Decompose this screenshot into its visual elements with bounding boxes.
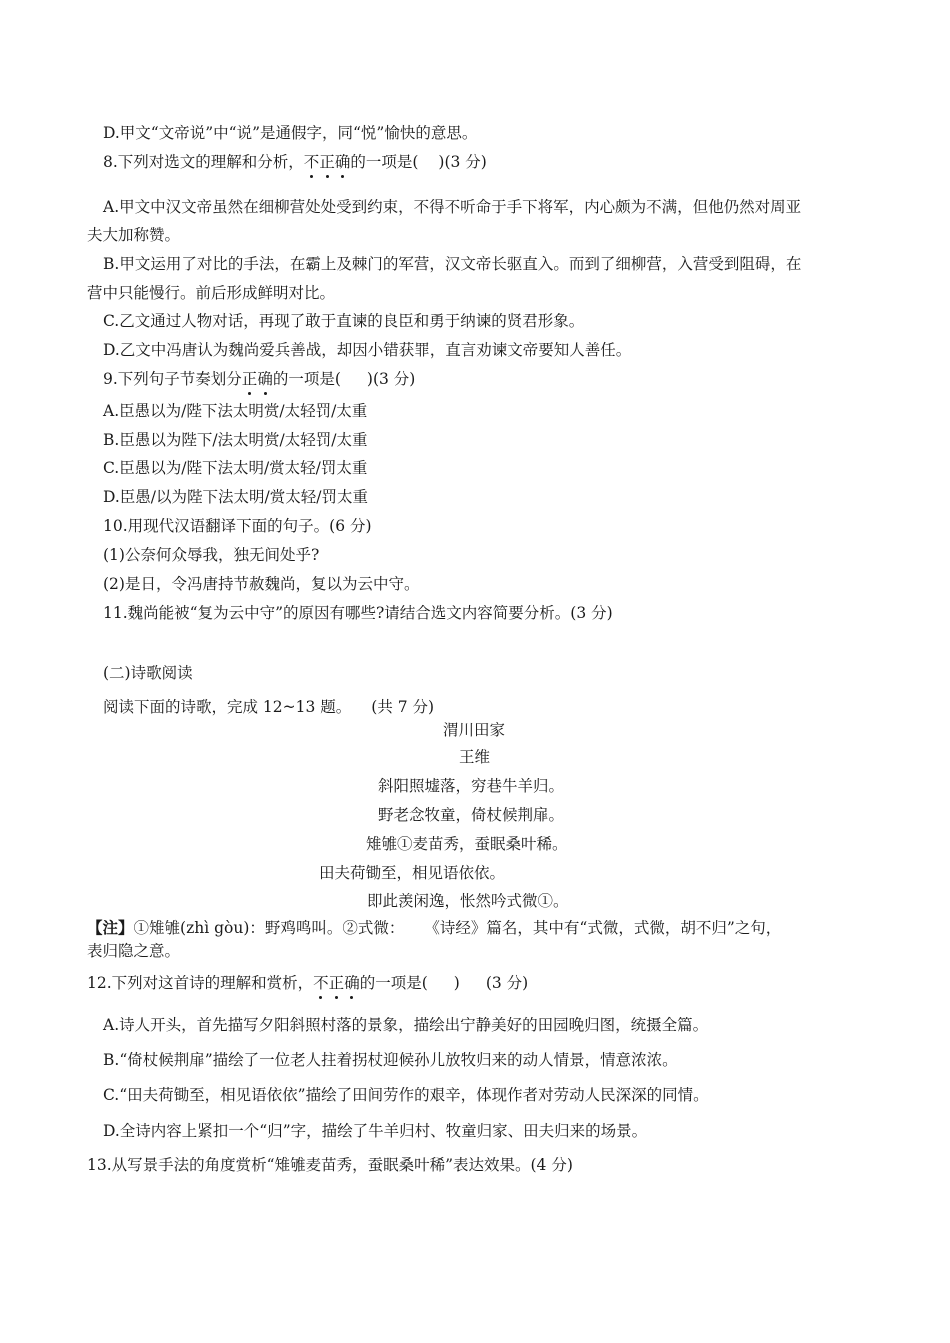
- poem-author: 王维: [459, 748, 491, 766]
- q12-emph-3: 确: [344, 974, 360, 992]
- q11-stem: 11.魏尚能被“复为云中守”的原因有哪些?请结合选文内容简要分析。(3 分): [103, 604, 613, 622]
- q9-option-a: A.臣愚以为/陛下法太明赏/太轻罚/太重: [103, 402, 368, 420]
- q8-option-b-line1: B.甲文运用了对比的手法，在霸上及棘门的军营，汉文帝长驱直入。而到了细柳营，入营受到阻碍，在: [103, 255, 802, 273]
- poem-note-label: 【注】: [87, 918, 134, 937]
- section-intro-text: 阅读下面的诗歌，完成 12~13 题。: [103, 698, 352, 716]
- q8-emph-3: 确: [334, 153, 351, 171]
- q12-stem-end: ): [453, 974, 460, 992]
- section-intro-score: (共 7 分): [371, 698, 435, 716]
- q9-stem-after: 的一项是(: [272, 370, 341, 388]
- q12-option-a: A.诗人开头，首先描写夕阳斜照村落的景象，描绘出宁静美好的田园晚归图，统摄全篇。: [103, 1016, 709, 1034]
- q9-stem-before: 9.下列句子节奏划分: [103, 370, 242, 388]
- poem-line-1: 斜阳照墟落，穷巷牛羊归。: [378, 777, 565, 795]
- poem-line-3: 雉雊①麦苗秀，蚕眠桑叶稀。: [366, 835, 568, 853]
- q12-emph-2: 正: [328, 974, 345, 992]
- q9-option-c: C.臣愚以为/陛下法太明/赏太轻/罚太重: [103, 459, 368, 477]
- poem-line-5: 即此羡闲逸，怅然吟式微①。: [367, 892, 569, 910]
- q8-option-d: D.乙文中冯唐认为魏尚爱兵善战，却因小错获罪，直言劝谏文帝要知人善任。: [103, 341, 632, 359]
- q12-stem-after: 的一项是(: [359, 974, 428, 992]
- q12-emph-1: 不: [313, 974, 329, 992]
- q9-option-b: B.臣愚以为陛下/法太明赏/太轻罚/太重: [103, 431, 368, 449]
- poem-line-4: 田夫荷锄至，相见语依依。: [319, 864, 506, 882]
- q12-stem-before: 12.下列对这首诗的理解和赏析，: [87, 974, 314, 992]
- q8-emph-2: 正: [319, 153, 335, 171]
- q8-option-c: C.乙文通过人物对话，再现了敢于直谏的良臣和勇于纳谏的贤君形象。: [103, 312, 585, 330]
- q9-stem-end: )(3 分): [366, 370, 416, 388]
- q8-stem-after: 的一项是(: [350, 153, 419, 171]
- q13-stem: 13.从写景手法的角度赏析“雉雊麦苗秀，蚕眠桑叶稀”表达效果。(4 分): [87, 1156, 573, 1174]
- section-intro: [103, 697, 434, 717]
- q8-stem-end: )(3 分): [438, 153, 487, 171]
- q8-stem: [103, 152, 487, 172]
- poem-note-a: ①雉雊(zhì gòu)：野鸡鸣叫。②式微：: [133, 919, 405, 937]
- q12-option-b: B.“倚杖候荆扉”描绘了一位老人拄着拐杖迎候孙儿放牧归来的动人情景，情意浓浓。: [103, 1051, 678, 1069]
- poem-title: 渭川田家: [443, 721, 506, 739]
- q8-option-b-line2: 营中只能慢行。前后形成鲜明对比。: [87, 284, 336, 302]
- poem-note-line1: [87, 918, 781, 938]
- q12-stem: [87, 973, 528, 993]
- q9-option-d: D.臣愚/以为陛下法太明/赏太轻/罚太重: [103, 488, 368, 506]
- q10-item-2: (2)是日，令冯唐持节赦魏尚，复以为云中守。: [103, 575, 420, 593]
- q10-item-1: (1)公奈何众辱我，独无间处乎?: [103, 546, 320, 564]
- q12-option-c: C.“田夫荷锄至，相见语依依”描绘了田间劳作的艰辛，体现作者对劳动人民深深的同情。: [103, 1086, 709, 1104]
- q8-option-a-line1: A.甲文中汉文帝虽然在细柳营处处受到约束，不得不听命于手下将军，内心颇为不满，但他仍然对周亚: [103, 198, 802, 216]
- q8-stem-before: 8.下列对选文的理解和分析，: [103, 153, 304, 171]
- poem-line-2: 野老念牧童，倚杖候荆扉。: [378, 806, 565, 824]
- poem-note-line2: 表归隐之意。: [87, 942, 181, 960]
- q12-stem-score: (3 分): [485, 974, 529, 992]
- q9-emph-1: 正: [241, 370, 258, 388]
- q10-stem: 10.用现代汉语翻译下面的句子。(6 分): [103, 517, 372, 535]
- poem-note-b: 《诗经》篇名，其中有“式微，式微，胡不归”之句，: [424, 919, 782, 937]
- q9-emph-2: 确: [257, 370, 273, 388]
- q8-emph-1: 不: [303, 153, 320, 171]
- q7-option-d: D.甲文“文帝说”中“说”是通假字，同“悦”愉快的意思。: [103, 124, 478, 142]
- q9-stem: [103, 369, 415, 389]
- section-title: (二)诗歌阅读: [103, 664, 193, 682]
- q12-option-d: D.全诗内容上紧扣一个“归”字，描绘了牛羊归村、牧童归家、田夫归来的场景。: [103, 1122, 648, 1140]
- q8-option-a-line2: 夫大加称赞。: [87, 226, 181, 244]
